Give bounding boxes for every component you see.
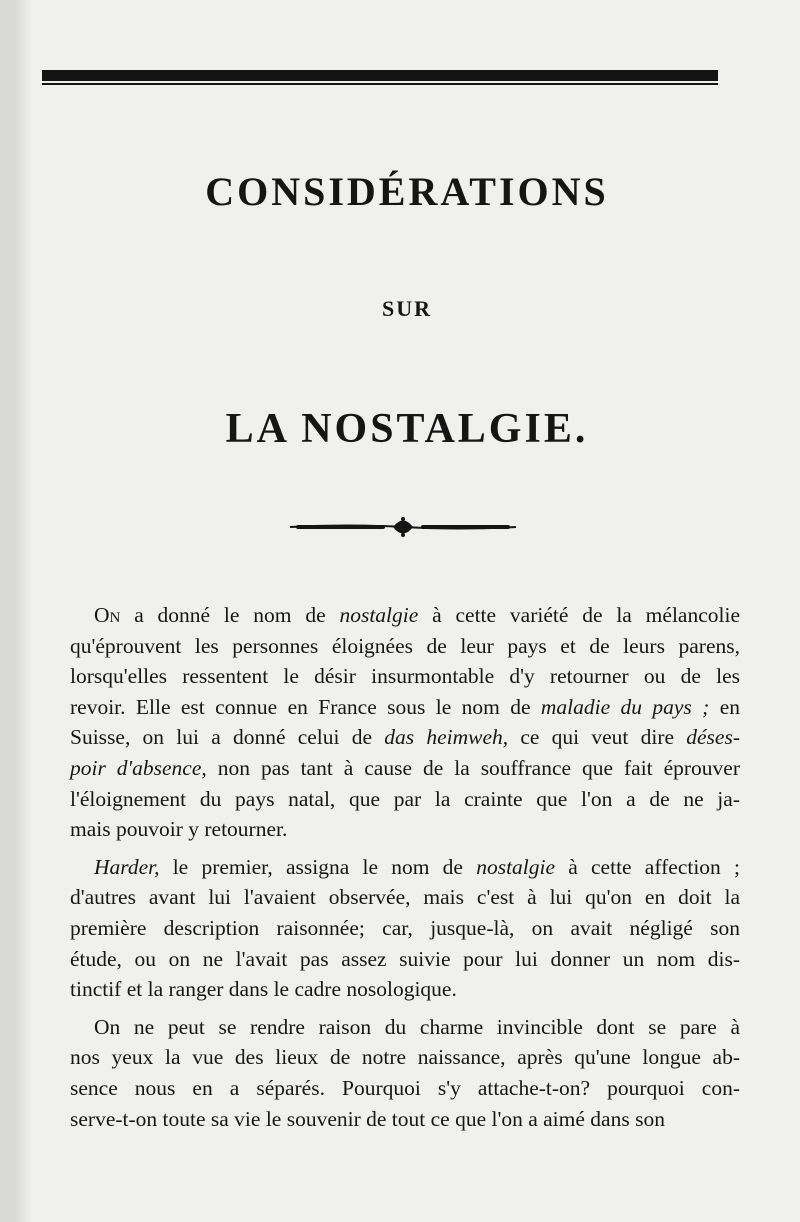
text-line bbox=[70, 1073, 740, 1104]
text-run: On bbox=[94, 603, 121, 627]
text-line bbox=[70, 784, 740, 815]
text-line bbox=[70, 944, 740, 975]
text-run: Suisse, on lui a donné celui de bbox=[70, 725, 385, 750]
italic-term: maladie du pays ; bbox=[540, 694, 710, 719]
text-run: ce qui veut dire bbox=[508, 725, 687, 750]
text-run: à cette variété de la mélancolie bbox=[418, 603, 740, 627]
text-line bbox=[70, 661, 740, 692]
text-line bbox=[70, 692, 740, 723]
text-line bbox=[70, 913, 740, 944]
text-run: non pas tant à cause de la souffrance que fait éprouver bbox=[206, 755, 741, 780]
ornament-divider bbox=[288, 516, 518, 538]
italic-term: poir d'absence, bbox=[70, 755, 207, 780]
text-line bbox=[70, 882, 740, 913]
title-subject: LA NOSTALGIE. bbox=[225, 406, 589, 452]
text-line bbox=[70, 974, 740, 1005]
text-run: a donné le nom de bbox=[120, 603, 340, 627]
text-line bbox=[70, 1042, 740, 1073]
text-run: en bbox=[709, 694, 740, 719]
paragraph bbox=[70, 852, 740, 1005]
text-run: tinctif et la ranger dans le cadre nosologique. bbox=[70, 977, 457, 1002]
text-run: sence nous en a séparés. Pourquoi s'y attache-t-on? pourquoi con- bbox=[70, 1075, 740, 1100]
paragraph bbox=[70, 1012, 740, 1134]
text-run: nos yeux la vue des lieux de notre naissance, après qu'une longue ab- bbox=[70, 1045, 740, 1070]
text-run: qu'éprouvent les personnes éloignées de leur pays et de leurs parens, bbox=[70, 633, 740, 658]
text-run: le premier, assigna le nom de bbox=[159, 854, 477, 879]
italic-term: nostalgie bbox=[339, 603, 419, 627]
italic-term: déses- bbox=[686, 725, 740, 750]
text-line bbox=[70, 814, 740, 845]
text-run: d'autres avant lui l'avaient observée, mais c'est à lui qu'on en doit la bbox=[70, 885, 740, 910]
text-run: mais pouvoir y retourner. bbox=[70, 817, 288, 842]
text-run: On ne peut se rendre raison du charme invincible dont se pare à bbox=[94, 1014, 740, 1039]
text-line bbox=[70, 600, 740, 631]
text-run: l'éloignement du pays natal, que par la crainte que l'on a de ne ja- bbox=[70, 786, 740, 811]
text-line bbox=[70, 722, 740, 753]
text-run: étude, ou on ne l'avait pas assez suivie pour lui donner un nom dis- bbox=[70, 946, 740, 971]
body-text bbox=[70, 600, 740, 1141]
italic-term: Harder, bbox=[94, 854, 160, 879]
book-page bbox=[14, 0, 800, 1222]
text-run: revoir. Elle est connue en France sous le nom de bbox=[70, 694, 541, 719]
text-run: à cette affection ; bbox=[555, 854, 740, 879]
text-line bbox=[70, 631, 740, 662]
text-run: serve-t-on toute sa vie le souvenir de tout ce que l'on a aimé dans son bbox=[70, 1106, 665, 1131]
title-connector: SUR bbox=[381, 296, 432, 321]
text-run: première description raisonnée; car, jusque-là, on avait négligé son bbox=[70, 915, 740, 940]
paragraph bbox=[70, 600, 740, 845]
text-line bbox=[70, 753, 740, 784]
italic-term: das heimweh, bbox=[384, 725, 509, 750]
text-line bbox=[70, 852, 740, 883]
text-run: lorsqu'elles ressentent le désir insurmontable d'y retourner ou de les bbox=[70, 664, 740, 689]
title-considerations: CONSIDÉRATIONS bbox=[205, 169, 609, 214]
text-line bbox=[70, 1104, 740, 1135]
top-double-rule bbox=[42, 68, 718, 88]
text-line bbox=[70, 1012, 740, 1043]
italic-term: nostalgie bbox=[476, 854, 556, 879]
